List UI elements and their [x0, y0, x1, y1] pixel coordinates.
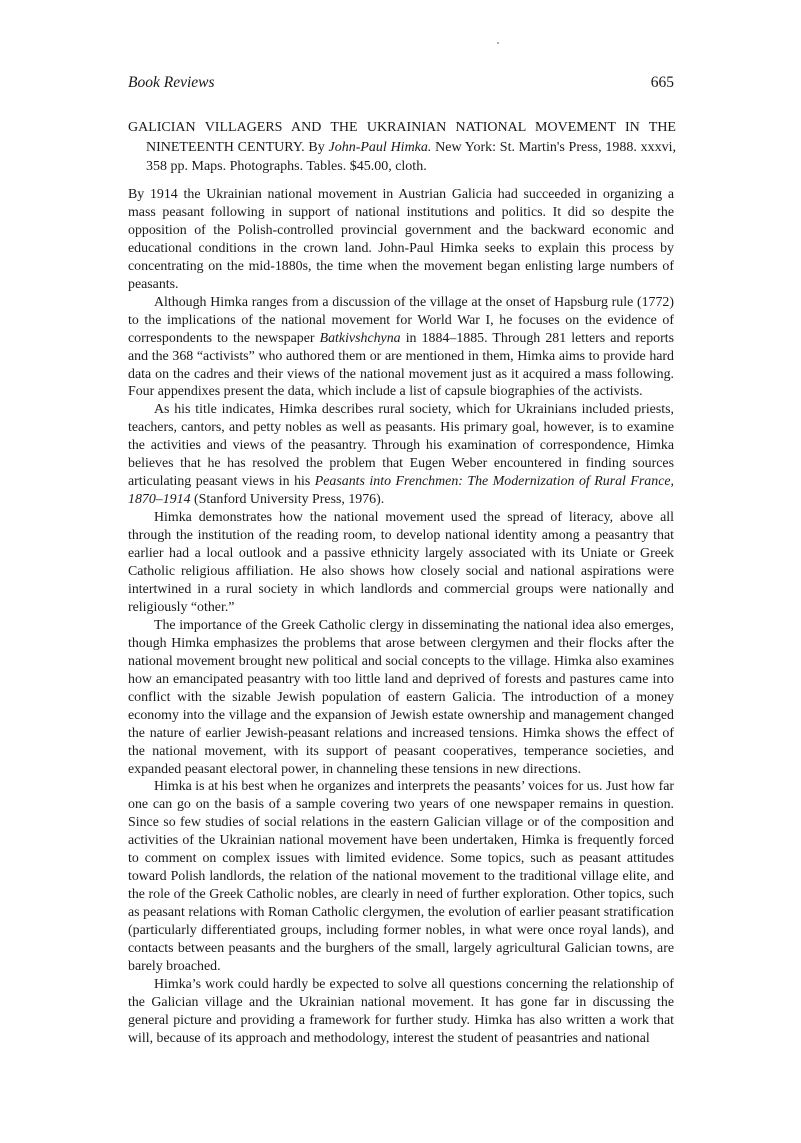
- paragraph-2-text-b: in 1884–1885. Through 281 letters and reports and the 368 “activists” who authored them or are mentioned in them, Himka aims to provide hard data on the cadres and their views of the national movement just as it acquired a mass following. Four appendixes present the data, which include a list of capsule biographies of the activists.: [128, 330, 674, 400]
- by-label: By: [308, 139, 325, 155]
- newspaper-title: Batkivshchyna: [319, 330, 401, 346]
- publication-details: New York: St. Martin's Press, 1988. xxxvi, 358 pp. Maps. Photographs. Tables. $45.00, cloth.: [146, 139, 676, 174]
- book-title: GALICIAN VILLAGERS AND THE UKRAINIAN NATIONAL MOVEMENT IN THE NINETEENTH CENTURY.: [128, 120, 676, 155]
- paragraph-5: The importance of the Greek Catholic clergy in disseminating the national idea also emerges, though Himka emphasizes the problems that arose between clergymen and their flocks after the national movement brought new political and social concepts to the village. Himka also examines how an emancipated peasantry with too little land and deprived of forests and pastures came into conflict with the sizable Jewish population of eastern Galicia. The introduction of a money economy into the village and the expansion of Jewish estate ownership and management changed the nature of earlier Jewish-peasant relations and increased tensions. Himka shows the effect of the national movement, with its support of peasant cooperatives, temperance societies, and expanded peasant electoral power, in channeling these tensions in new directions.: [128, 617, 674, 777]
- review-body: [128, 186, 674, 1048]
- review-citation: [128, 118, 676, 177]
- paragraph-2-text-a: Although Himka ranges from a discussion of the village at the onset of Hapsburg rule (1772) to the implications of the national movement for World War I, he focuses on the evidence of correspondents to the newspaper: [128, 294, 674, 346]
- paragraph-7: Himka’s work could hardly be expected to solve all questions concerning the relationship of the Galician village and the Ukrainian national movement. It has gone far in discussing the general picture and providing a framework for further study. Himka has also written a work that will, because of its approach and methodology, interest the student of peasantries and national: [128, 976, 674, 1046]
- paragraph-3: [128, 401, 674, 509]
- paragraph-3-text-a: As his title indicates, Himka describes rural society, which for Ukrainians included priests, teachers, cantors, and petty nobles as well as peasants. His primary goal, however, is to examine the activities and views of the peasantry. Through his examination of correspondence, Himka believes that he has resolved the problem that Eugen Weber encountered in finding sources articulating peasant views in his: [128, 402, 674, 490]
- paragraph-6: Himka is at his best when he organizes and interprets the peasants’ voices for us. Just how far one can go on the basis of a sample covering two years of one newspaper remains in question. Since so few studies of social relations in the eastern Galician village or of the composition and activities of the Ukrainian national movement have been undertaken, Himka is frequently forced to comment on complex issues with limited evidence. Some topics, such as peasant attitudes toward Polish landlords, the relation of the national movement to the traditional village elite, and the role of the Greek Catholic nobles, are clearly in need of further exploration. Other topics, such as peasant relations with Roman Catholic clergymen, the evolution of earlier peasant stratification (particularly differentiated groups, including former nobles, in what were once royal lands), and contacts between peasants and the burghers of the small, largely agricultural Galician towns, are barely broached.: [128, 779, 674, 974]
- paragraph-3-text-b: (Stanford University Press, 1976).: [194, 492, 385, 508]
- scan-speck: [497, 42, 499, 44]
- paragraph-1: By 1914 the Ukrainian national movement in Austrian Galicia had succeeded in organizing a mass peasant following in support of national institutions and politics. It did so despite the opposition of the Polish-controlled provincial government and the backward economic and educational conditions in the crown land. John-Paul Himka seeks to explain this process by concentrating on the mid-1880s, the time when the movement began enlisting large numbers of peasants.: [128, 187, 674, 292]
- book-author: John-Paul Himka.: [328, 139, 432, 155]
- paragraph-2: [128, 294, 674, 402]
- running-head: [128, 74, 674, 96]
- page-number: 665: [650, 74, 674, 91]
- section-title: Book Reviews: [128, 74, 215, 91]
- paragraph-4: Himka demonstrates how the national movement used the spread of literacy, above all through the institution of the reading room, to develop national identity among a peasantry that earlier had a local outlook and a passive ethnicity largely associated with its Uniate or Greek Catholic religious affiliation. He also shows how closely social and national aspirations were intertwined in a rural society in which landlords and commercial groups were nationally and religiously “other.”: [128, 510, 674, 615]
- cited-book-title: Peasants into Frenchmen: The Modernization of Rural France, 1870–1914: [128, 474, 674, 508]
